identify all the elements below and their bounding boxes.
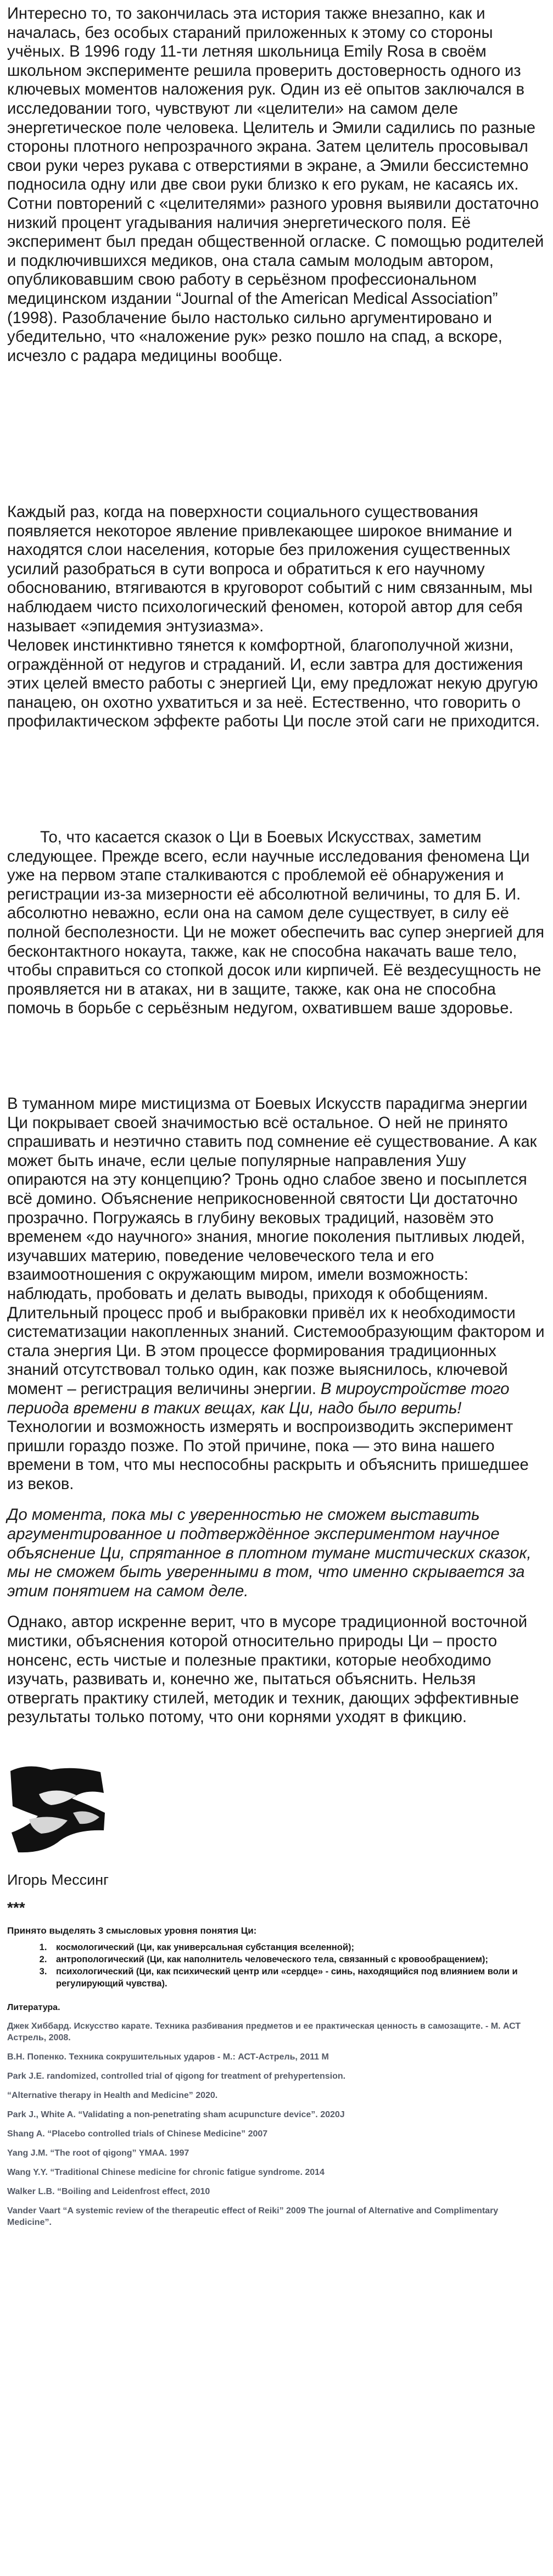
- literature-title: Литература.: [7, 2003, 60, 2012]
- literature-ref: Yang J.M. “The root of qigong” YMAA. 1997: [7, 2148, 189, 2158]
- levels-title: Принято выделять 3 смысловых уровня понятия Ци:: [7, 1925, 257, 1936]
- levels-list-item: 2. антропологический (Ци, как наполнитель человеческого тела, связанный с кровообращением);: [49, 1953, 522, 1966]
- literature-ref: Wang Y.Y. “Traditional Chinese medicine for chronic fatigue syndrome. 2014: [7, 2168, 325, 2177]
- literature-ref: Walker L.B. “Boiling and Leidenfrost effect, 2010: [7, 2187, 210, 2196]
- levels-list-item: 1. космологический (Ци, как универсальная субстанция вселенной);: [49, 1941, 522, 1953]
- paragraph-epidemic: Каждый раз, когда на поверхности социального существования появляется некоторое явление привлекающее широкое внимание и находятся слои населения, которые без приложения существенных усилий разобраться в сути вопроса и обратиться к его научному обоснованию, втягиваются в круговорот событий с ним связанным, мы наблюдаем чисто психологический феномен, которой автор для себя называет «эпидемия энтузиазма».: [7, 503, 533, 635]
- levels-list-item: 3. психологический (Ци, как психический центр или «сердце» - синь, находящийся под влиянием воли и регулирующий чувства).: [49, 1966, 522, 1990]
- paragraph-martial-arts: То, что касается сказок о Ци в Боевых Искусствах, заметим следующее. Прежде всего, если научные исследования феномена Ци уже на первом этапе сталкиваются с проблемой её обнаружения и регистрации из-за мизерности её абсолютной величины, то для Б. И. абсолютно неважно, если она на самом деле существует, в силу её полной бесполезности. Ци не может обеспечить вас супер энергией для бесконтактного нокаута, также, как не способна накачать ваше тело, чтобы справиться со стопкой досок или кирпичей. Её вездесущность не проявляется ни в атаках, ни в защите, также, как она не способна помочь в борьбе с серьёзным недугом, охватившем ваше здоровье.: [7, 829, 544, 1018]
- literature-ref: В.Н. Попенко. Техника сокрушительных ударов - М.: АСТ-Астрель, 2011 М: [7, 2052, 329, 2062]
- literature-ref: Shang A. “Placebo controlled trials of Chinese Medicine” 2007: [7, 2129, 268, 2139]
- paragraph-emily-rosa: Интересно то, то закончилась эта история также внезапно, как и началась, без особых стараний приложенных к этому со стороны учёных. В 1996 году 11-ти летняя школьница Emily Rosa в своём школьном эксперименте решила проверить достоверность одного из ключевых моментов наложения рук. Один из её опытов заключался в исследовании того, чувствуют ли «целители» на самом деле энергетическое поле человека. Целитель и Эмили садились по разные стороны плотного непрозрачного экрана. Затем целитель просовывал свои руки через рукава с отверстиями в экране, а Эмили бессистемно подносила одну или две свои руки близко к его рукам, не касаясь их. Сотни повторений с «целителями» разного уровня выявили достаточно низкий процент угадывания наличия энергетического поля. Её эксперимент был предан общественной огласке. С помощью родителей и подключившихся медиков, она стала самым молодым автором, опубликовавшим свою работу в серьёзном профессиональном медицинском издании “Journal of the American Medical Association” (1998). Разоблачение было настолько сильно аргументировано и убедительно, что «наложение рук» резко пошло на спад, а вскоре, исчезло с радара медицины вообще.: [7, 5, 544, 365]
- author-name: Игорь Мессинг: [7, 1872, 109, 1888]
- literature-ref: “Alternative therapy in Health and Medicine” 2020.: [7, 2091, 218, 2100]
- mysticism-italic-text: В мироустройстве того периода времени в таких вещах, как Ци, надо было верить!: [7, 1380, 510, 1417]
- literature-ref: Джек Хиббард. Искусство карате. Техника разбивания предметов и ее практическая ценность в самозащите. - М. АСТ Астрель, 2008.: [7, 2022, 521, 2042]
- separator-stars: ***: [7, 1899, 25, 1916]
- mysticism-tail-text: Технологии и возможность измерять и воспроизводить эксперимент пришли гораздо позже. По этой причине, пока — это вина нашего времени в том, что мы неспособны раскрыть и объяснить пришедшее из веков.: [7, 1418, 529, 1493]
- paragraph-conclusion-italic: До момента, пока мы с уверенностью не сможем выставить аргументированное и подтверждённое экспериментом научное объяснение Ци, спрятанное в плотном тумане мистических сказок, мы не сможем быть уверенными в том, что именно скрывается за этим понятием на самом деле.: [7, 1506, 532, 1600]
- mysticism-main-text: В туманном мире мистицизма от Боевых Искусств парадигма энергии Ци покрывает своей значимостью всё остальное. О ней не принято спрашивать и неэтично ставить под сомнение её существование. А как может быть иначе, если целые популярные направления Ушу опираются на эту концепцию? Тронь одно слабое звено и посыплется всё домино. Объяснение неприкосновенной святости Ци достаточно прозрачно. Погружаясь в глубину вековых традиций, назовём это временем «до научного» знания, многие поколения пытливых людей, изучавших материю, поведение человеческого тела и его взаимоотношения с окружающим миром, имели возможность: наблюдать, пробовать и делать выводы, приходя к обобщениям. Длительный процесс проб и выбраковки привёл их к необходимости систематизации накопленных знаний. Системообразующим фактором и стала энергия Ци. В этом процессе формирования традиционных знаний отсутствовал только один, как позже выяснилось, ключевой момент – регистрация величины энергии.: [7, 1095, 545, 1398]
- literature-ref: Park J.E. randomized, controlled trial of qigong for treatment of prehypertension.: [7, 2072, 346, 2081]
- author-avatar: [7, 1760, 109, 1864]
- literature-ref: Park J., White A. “Validating a non-penetrating sham acupuncture device”. 2020J: [7, 2110, 345, 2119]
- author-photo-icon: [7, 1760, 109, 1864]
- paragraph-human-instinct: Человек инстинктивно тянется к комфортной, благополучной жизни, ограждённой от недугов и страданий. И, если завтра для достижения этих целей вместо работы с энергией Ци, ему предложат некую другую панацею, он охотно ухватиться и за неё. Естественно, что говорить о профилактическом эффекте работы Ци после этой саги не приходится.: [7, 637, 540, 731]
- literature-ref: Vander Vaart “A systemic review of the therapeutic effect of Reiki” 2009 The journal of Alternative and Complimentary Medicine”.: [7, 2206, 499, 2227]
- paragraph-author-belief: Однако, автор искренне верит, что в мусоре традиционной восточной мистики, объяснения которой относительно природы Ци – просто нонсенс, есть чистые и полезные практики, которые необходимо изучать, развивать и, конечно же, пытаться объяснить. Нельзя отвергать практику стилей, методик и техник, дающих эффективные результаты только потому, что они корнями уходят в фикцию.: [7, 1613, 528, 1726]
- levels-list: [33, 1941, 522, 1990]
